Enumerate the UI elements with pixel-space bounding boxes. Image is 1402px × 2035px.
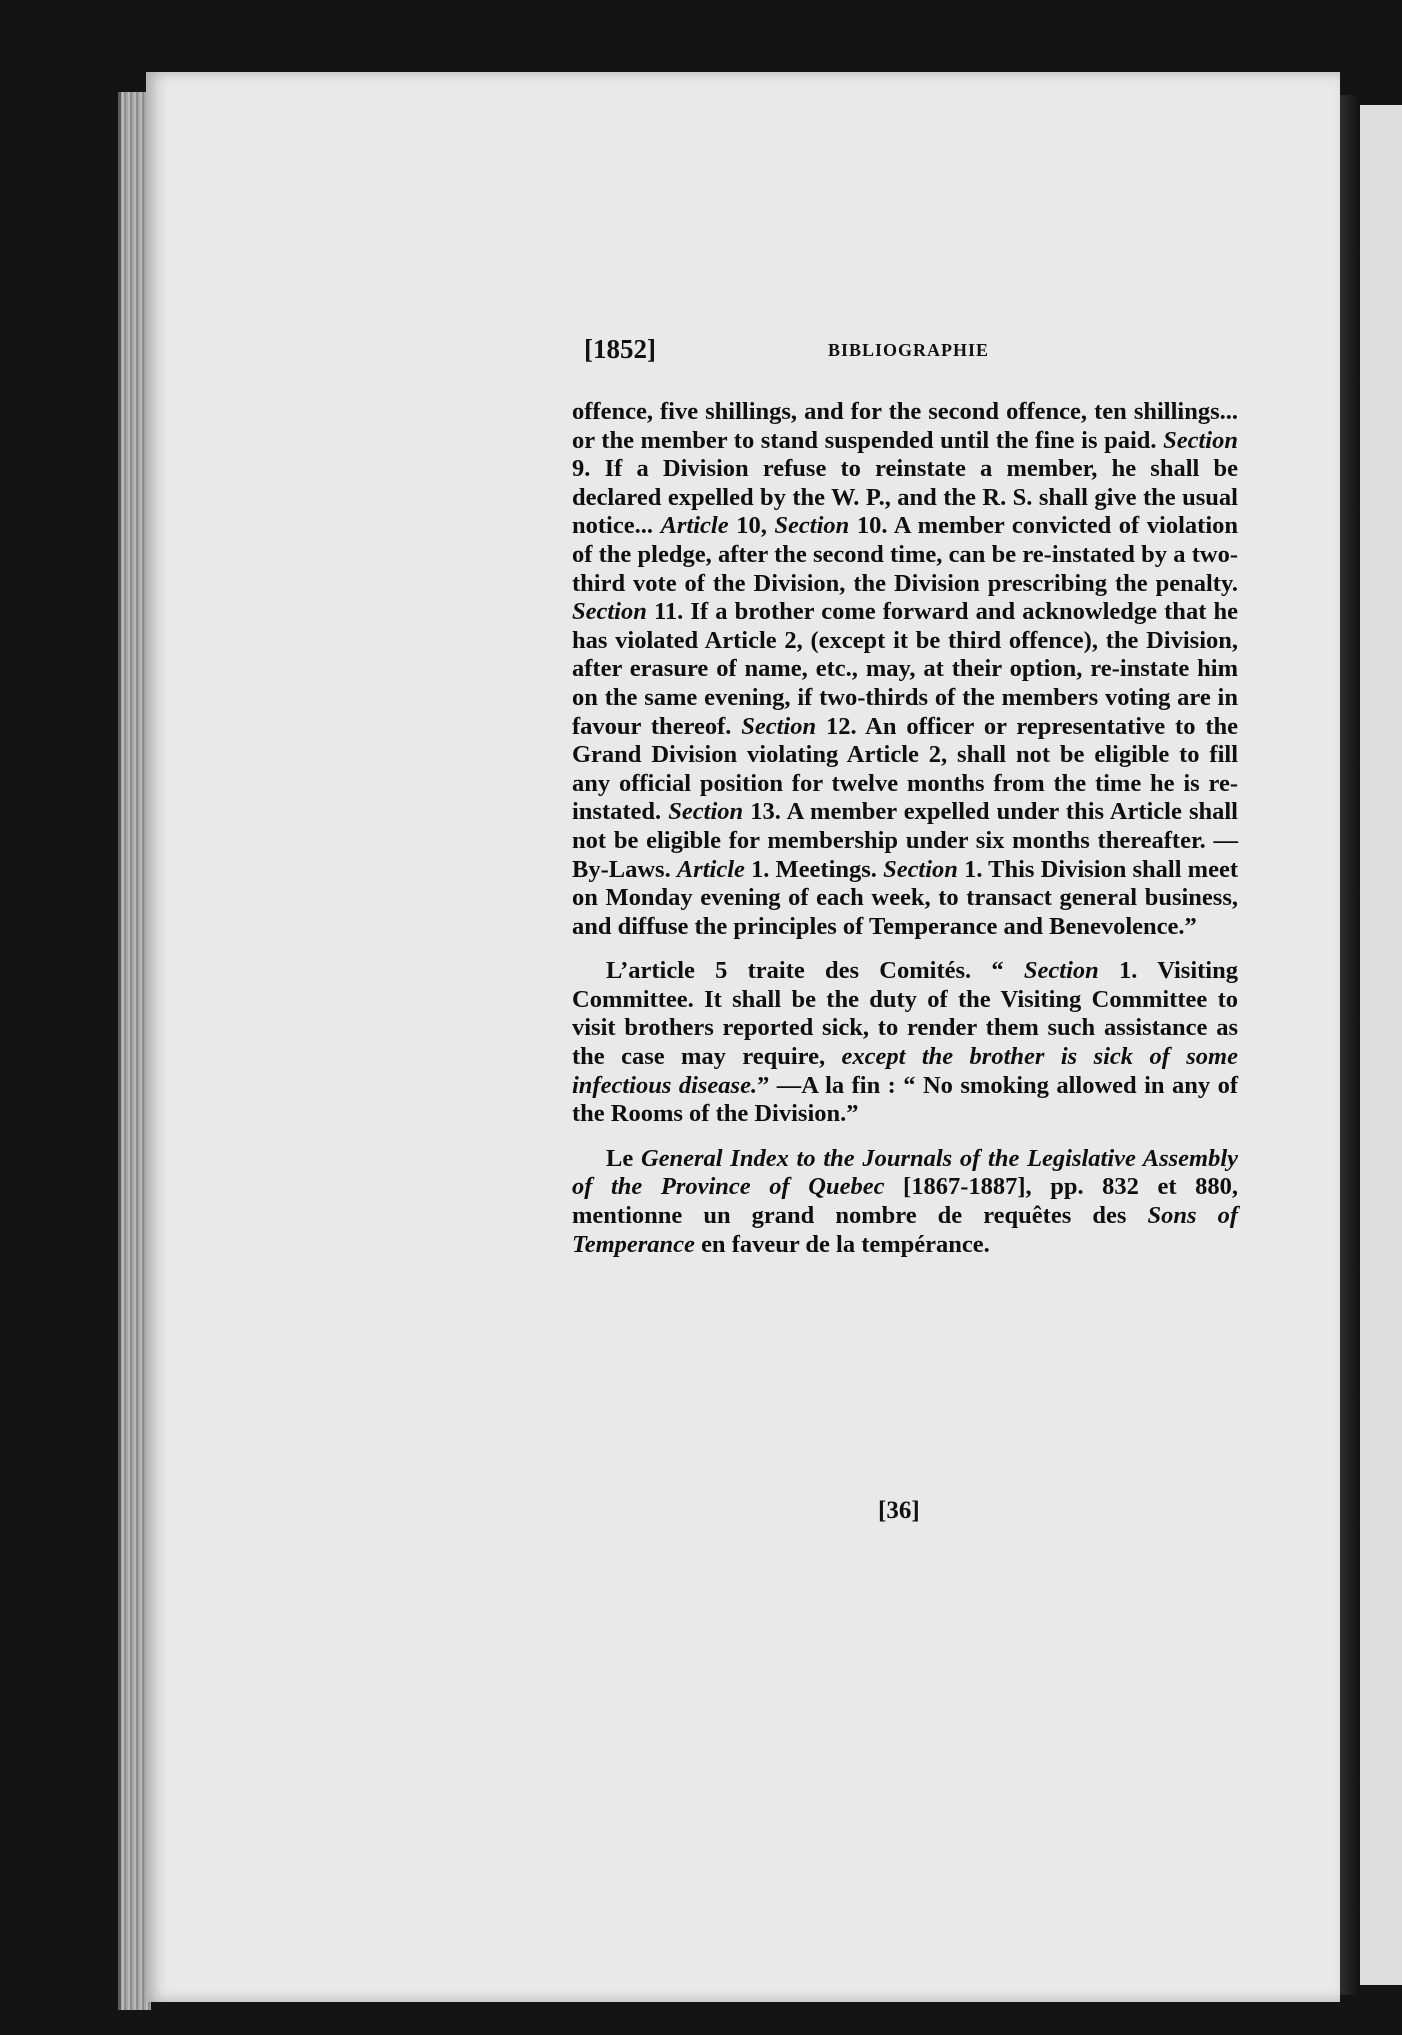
paragraph-1: [572, 398, 1238, 941]
paragraph-3: [572, 1145, 1238, 1259]
italic-text-run: Section: [572, 598, 647, 626]
italic-text-run: Section: [741, 712, 817, 740]
text-run: 10,: [728, 512, 775, 540]
text-run: [1867-1887], pp. 832 et 880, mentionne un grand nombre de requêtes des: [572, 1173, 1238, 1230]
italic-text-run: Sons of Temperance: [572, 1202, 1238, 1258]
italic-text-run: Article: [660, 512, 729, 540]
text-run: 10. A member convicted of violation of the pledge, after the second time, can be re-instated by a two-third vote of the Division, the Division prescribing the penalty.: [572, 512, 1239, 597]
text-run: 13. A member expelled under this Article shall not be eligible for membership under six months thereafter. — By-Laws.: [572, 798, 1238, 883]
text-run: 11. If a brother come forward and acknowledge that he has violated Article 2, (except it be third offence), the Division, after erasure of name, etc., may, at their option, re-instate him on the same evening, if two-thirds of the members voting are in favour thereof.: [572, 598, 1238, 740]
facing-page-edge: [1360, 105, 1402, 1985]
text-run: 1. Visiting Committee. It shall be the duty of the Visiting Committee to visit brothers reported sick, to render them such assistance as the case may require,: [572, 957, 1238, 1071]
body-text: [572, 398, 1238, 1275]
text-run: 12. An officer or representative to the Grand Division violating Article 2, shall not be eligible to fill any official position for twelve months from the time he is re-instated.: [572, 712, 1239, 826]
italic-text-run: Section: [883, 855, 958, 883]
text-run: offence, five shillings, and for the second offence, ten shillings... or the member to stand suspended until the fine is paid.: [572, 398, 1238, 454]
page-number: [36]: [878, 1497, 920, 1524]
italic-text-run: Section: [668, 798, 744, 826]
italic-text-run: except the brother is sick of some infectious disease.: [572, 1043, 1238, 1099]
italic-text-run: Section: [774, 512, 850, 540]
text-run: ” —A la fin : “ No smoking allowed in any of the Rooms of the Division.”: [572, 1071, 1238, 1128]
book-gutter: [1340, 95, 1360, 1995]
text-run: en faveur de la tempérance.: [694, 1230, 990, 1258]
text-run: 1. Meetings.: [744, 855, 884, 883]
running-head-title: BIBLIOGRAPHIE: [828, 340, 990, 360]
italic-text-run: Article: [676, 855, 745, 883]
text-run: 1. This Division shall meet on Monday evening of each week, to transact general business, and diffuse the principles of Temperance and Benevolence.”: [572, 855, 1238, 940]
text-run: 9. If a Division refuse to reinstate a member, he shall be declared expelled by the W. P., and the R. S. shall give the usual notice...: [572, 455, 1238, 540]
italic-text-run: Section: [1163, 426, 1238, 454]
running-head-year: [1852]: [584, 334, 656, 364]
italic-text-run: Section: [1023, 957, 1099, 985]
text-run: Le: [606, 1144, 641, 1172]
italic-text-run: General Index to the Journals of the Legislative Assembly of the Province of Quebec: [572, 1144, 1238, 1201]
text-run: L’article 5 traite des Comités. “: [606, 957, 1024, 985]
paragraph-2: [572, 957, 1238, 1129]
running-head: [584, 334, 1234, 374]
